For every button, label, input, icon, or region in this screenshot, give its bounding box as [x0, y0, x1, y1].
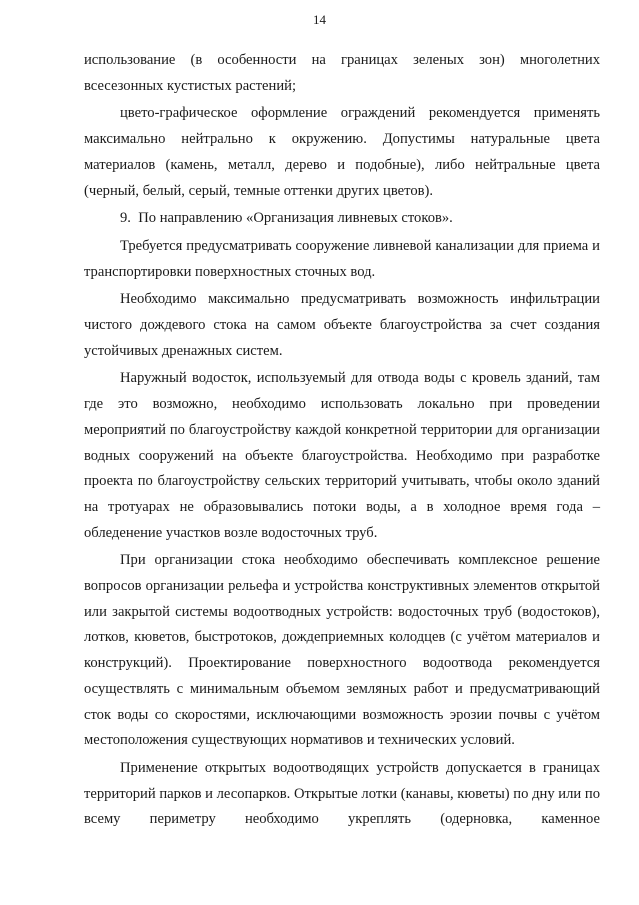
paragraph-fence-colors: цвето-графическое оформление ограждений рекомендуется применять максимально нейтрально к окружению. Допустимы натуральные цвета материалов (камень, металл, дерево и подобные), либо нейтральные цвета (черный, белый, серый, темные оттенки других цветов). [84, 105, 600, 199]
paragraph-infiltration: Необходимо максимально предусматривать возможность инфильтрации чистого дождевого стока на самом объекте благоустройства за счет создания устойчивых дренажных систем. [84, 291, 600, 359]
paragraph-storm-sewer: Требуется предусматривать сооружение ливневой канализации для приема и транспортировки поверхностных сточных вод. [84, 237, 600, 280]
paragraph-external-drain: Наружный водосток, используемый для отвода воды с кровель зданий, там где это возможно, необходимо использовать локально при проведении мероприятий по благоустройству каждой конкретной территории для организации водных сооружений на объекте благоустройства. Необходимо при разработке проекта по благоустройству сельских территорий учитывать, чтобы около зданий на тротуарах не образовывались потоки воды, а в холодное время года – обледенение участков возле водосточных труб. [84, 370, 600, 541]
paragraph-runoff-organization: При организации стока необходимо обеспечивать комплексное решение вопросов организации рельефа и устройства конструктивных элементов открытой или закрытой системы водоотводных устройств: водосточных труб (водостоков), лотков, кюветов, быстротоков, дождеприемных колодцев (с учётом материалов и конструкций). Проектирование поверхностного водоотвода рекомендуется осуществлять с минимальным объемом земляных работ и предусматривающий сток воды со скоростями, исключающими возможность эрозии почвы с учётом местоположения существующих нормативов и технических условий. [84, 552, 600, 749]
document-body [84, 48, 600, 833]
paragraph-open-drainage: Применение открытых водоотводящих устройств допускается в границах территорий парков и лесопарков. Открытые лотки (канавы, кюветы) по дну или по всему периметру необходимо укреплять (одерновка, каменное [84, 759, 600, 828]
page-number: 14 [313, 12, 326, 27]
paragraph-plants: использование (в особенности на границах зеленых зон) многолетних всесезонных кустистых растений; [84, 52, 600, 94]
section-heading-storm-drainage: 9. По направлению «Организация ливневых стоков». [120, 210, 453, 227]
